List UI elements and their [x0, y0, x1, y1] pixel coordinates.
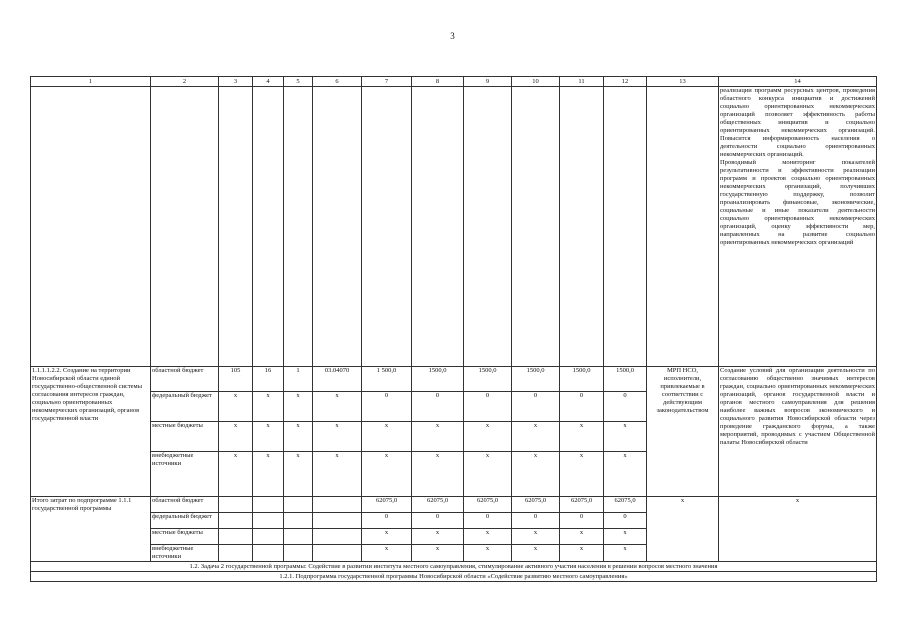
empty-cell: [253, 87, 284, 367]
value-cell: 03.04070: [313, 367, 362, 392]
column-number: 5: [284, 77, 313, 87]
value-cell: 62075,0: [604, 497, 647, 513]
value-cell: 0: [560, 392, 604, 422]
value-cell: x: [253, 452, 284, 497]
empty-cell: [284, 529, 313, 545]
value-cell: x: [560, 529, 604, 545]
value-cell: x: [313, 422, 362, 452]
value-cell: 1500,0: [512, 367, 560, 392]
value-cell: x: [464, 529, 512, 545]
column-number-row: [31, 77, 877, 87]
value-cell: x: [604, 452, 647, 497]
column-number: 13: [647, 77, 719, 87]
activity-row: [31, 367, 877, 392]
value-cell: x: [219, 392, 253, 422]
value-cell: 62075,0: [560, 497, 604, 513]
empty-cell: [313, 529, 362, 545]
value-cell: 0: [362, 513, 412, 529]
value-cell: 0: [560, 513, 604, 529]
value-cell: 1500,0: [464, 367, 512, 392]
value-cell: x: [362, 529, 412, 545]
column-number: 3: [219, 77, 253, 87]
value-cell: 62075,0: [362, 497, 412, 513]
total-title: Итого затрат по подпрограмме 1.1.1 государственной программы: [31, 497, 151, 562]
total-result-cell: x: [719, 497, 877, 562]
value-cell: x: [362, 452, 412, 497]
empty-cell: [219, 545, 253, 562]
funding-source: местные бюджеты: [151, 422, 219, 452]
empty-cell: [560, 87, 604, 367]
column-number: 2: [151, 77, 219, 87]
column-number: 1: [31, 77, 151, 87]
value-cell: 0: [604, 513, 647, 529]
value-cell: x: [313, 452, 362, 497]
column-number: 8: [412, 77, 464, 87]
value-cell: x: [560, 545, 604, 562]
empty-cell: [604, 87, 647, 367]
funding-source: федеральный бюджет: [151, 513, 219, 529]
value-cell: x: [313, 392, 362, 422]
funding-source: внебюджетные источники: [151, 452, 219, 497]
subprogram-heading: 1.2.1. Подпрограмма государственной программы Новосибирской области «Содействие развитию местного самоуправления»: [31, 572, 877, 582]
activity-title: 1.1.1.1.2.2. Создание на территории Новосибирской области единой государственно-общественной системы согласования интересов граждан, социально ориентированных некоммерческих организаций, органов государственной власти: [31, 367, 151, 497]
empty-cell: [284, 87, 313, 367]
value-cell: x: [284, 452, 313, 497]
value-cell: 1500,0: [560, 367, 604, 392]
empty-cell: [31, 87, 151, 367]
funding-source: областной бюджет: [151, 367, 219, 392]
value-cell: x: [604, 529, 647, 545]
empty-cell: [313, 513, 362, 529]
value-cell: x: [464, 545, 512, 562]
value-cell: 62075,0: [464, 497, 512, 513]
column-number: 11: [560, 77, 604, 87]
column-number: 7: [362, 77, 412, 87]
subprogram-row: [31, 572, 877, 582]
empty-cell: [219, 513, 253, 529]
empty-cell: [284, 497, 313, 513]
value-cell: x: [284, 422, 313, 452]
value-cell: 0: [464, 392, 512, 422]
value-cell: 62075,0: [512, 497, 560, 513]
continuation-row: [31, 87, 877, 367]
funding-source: областной бюджет: [151, 497, 219, 513]
value-cell: 16: [253, 367, 284, 392]
value-cell: x: [412, 452, 464, 497]
empty-cell: [412, 87, 464, 367]
value-cell: 0: [412, 392, 464, 422]
executor-cell: МРП НСО, исполнители, привлекаемые в соответствии с действующим законодательством: [647, 367, 719, 497]
value-cell: x: [219, 452, 253, 497]
value-cell: x: [284, 392, 313, 422]
empty-cell: [284, 513, 313, 529]
value-cell: 0: [464, 513, 512, 529]
program-table: [30, 76, 877, 582]
value-cell: 62075,0: [412, 497, 464, 513]
empty-cell: [219, 87, 253, 367]
value-cell: x: [464, 452, 512, 497]
value-cell: x: [512, 452, 560, 497]
activity-result: Создание условий для организации деятельности по согласованию общественно значимых интересов граждан, социально ориентированных некоммерческих организаций, органов государственной власти и органов местного самоуправления для решения наиболее важных вопросов экономического и социального развития Новосибирской области через проведение гражданского форума, а также мероприятий, проводимых с участием Общественной палаты Новосибирской области: [719, 367, 877, 497]
value-cell: x: [362, 545, 412, 562]
empty-cell: [313, 87, 362, 367]
column-number: 4: [253, 77, 284, 87]
value-cell: x: [362, 422, 412, 452]
value-cell: 0: [604, 392, 647, 422]
empty-cell: [253, 497, 284, 513]
task-row: [31, 562, 877, 572]
empty-cell: [219, 497, 253, 513]
column-number: 6: [313, 77, 362, 87]
column-number: 12: [604, 77, 647, 87]
value-cell: x: [219, 422, 253, 452]
value-cell: 0: [512, 392, 560, 422]
funding-source: внебюджетные источники: [151, 545, 219, 562]
empty-cell: [253, 545, 284, 562]
value-cell: x: [512, 529, 560, 545]
empty-cell: [512, 87, 560, 367]
value-cell: 0: [412, 513, 464, 529]
empty-cell: [151, 87, 219, 367]
value-cell: x: [253, 392, 284, 422]
value-cell: x: [604, 545, 647, 562]
value-cell: x: [412, 545, 464, 562]
empty-cell: [647, 87, 719, 367]
column-number: 14: [719, 77, 877, 87]
funding-source: местные бюджеты: [151, 529, 219, 545]
empty-cell: [362, 87, 412, 367]
value-cell: x: [253, 422, 284, 452]
column-number: 9: [464, 77, 512, 87]
empty-cell: [284, 545, 313, 562]
value-cell: 1500,0: [412, 367, 464, 392]
value-cell: x: [464, 422, 512, 452]
empty-cell: [219, 529, 253, 545]
value-cell: x: [512, 422, 560, 452]
value-cell: x: [560, 452, 604, 497]
task-heading: 1.2. Задача 2 государственной программы: Содействие в развитии института местного самоуправления, стимулирование активного участия населения в решении вопросов местного значения: [31, 562, 877, 572]
value-cell: 105: [219, 367, 253, 392]
empty-cell: [313, 497, 362, 513]
value-cell: 1: [284, 367, 313, 392]
empty-cell: [464, 87, 512, 367]
value-cell: x: [604, 422, 647, 452]
value-cell: x: [412, 529, 464, 545]
column-number: 10: [512, 77, 560, 87]
empty-cell: [313, 545, 362, 562]
total-executor-cell: x: [647, 497, 719, 562]
page-number: 3: [450, 31, 455, 41]
total-row: [31, 497, 877, 513]
value-cell: 0: [512, 513, 560, 529]
expected-result-text: реализации программ ресурсных центров, проведения областного конкурса инициатив и достижений социально ориентированных некоммерческих организаций позволяет эффективность работы общественных инициатив и социально ориентированных некоммерческих организаций. Повысится информированность населения о деятельности социально ориентированных некоммерческих организаций. Проводимый мониторинг показателей результативности и эффективности реализации программ и проектов социально ориентированных некоммерческих организаций, получивших государственную поддержку, позволит проанализировать финансовые, экономические, социальные и иные показатели деятельности социально ориентированных некоммерческих организаций, оценку эффективности мер, направленных на развитие социально ориентированных некоммерческих организаций: [719, 87, 877, 367]
value-cell: x: [412, 422, 464, 452]
value-cell: x: [512, 545, 560, 562]
funding-source: федеральный бюджет: [151, 392, 219, 422]
empty-cell: [253, 529, 284, 545]
empty-cell: [253, 513, 284, 529]
value-cell: 0: [362, 392, 412, 422]
value-cell: 1500,0: [604, 367, 647, 392]
value-cell: 1 500,0: [362, 367, 412, 392]
value-cell: x: [560, 422, 604, 452]
